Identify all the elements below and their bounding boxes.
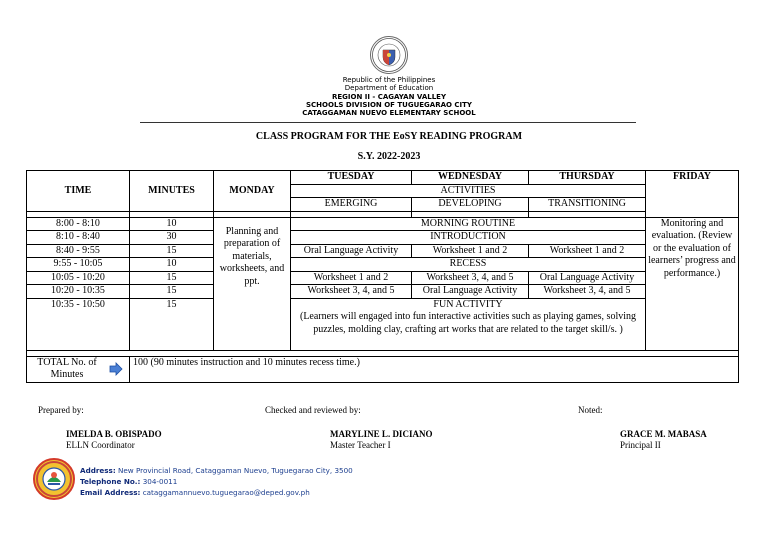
header-tuesday: TUESDAY [291,171,412,185]
school-year: S.Y. 2022-2023 [357,151,421,162]
minutes-cell: 30 [130,231,214,245]
checked-role: Master Teacher I [330,440,391,450]
noted-role: Principal II [620,440,661,450]
time-cell: 10:35 - 10:50 [27,298,130,350]
email-label: Email Address: [80,488,141,497]
total-label: TOTAL No. of Minutes [37,356,97,380]
table-row [27,298,739,350]
table-row [27,244,739,258]
time-cell: 8:00 - 8:10 [27,217,130,231]
fun-activity-cell [291,298,646,350]
wednesday-activity: Worksheet 1 and 2 [412,244,529,258]
thursday-activity: Worksheet 3, 4, and 5 [529,285,646,299]
morning-routine-cell: MORNING ROUTINE [291,217,646,231]
email-value[interactable]: cataggamannuevo.tuguegarao@deped.gov.ph [142,488,310,497]
wednesday-activity: Worksheet 3, 4, and 5 [412,271,529,285]
header-friday: FRIDAY [646,171,739,218]
recess-cell: RECESS [291,258,646,272]
total-value: 100 (90 minutes instruction and 10 minutes recess time.) [130,356,739,382]
time-cell: 8:40 - 9:55 [27,244,130,258]
header-time: TIME [27,171,130,212]
introduction-cell: INTRODUCTION [291,231,646,245]
address-label: Address: [80,466,116,475]
table-row [27,217,739,231]
document-title: CLASS PROGRAM FOR THE EoSY READING PROGRAM [255,131,523,142]
header-developing: DEVELOPING [412,198,529,212]
table-row [27,285,739,299]
right-arrow-icon [109,362,123,376]
fun-activity-description: (Learners will engaged into fun interactive activities such as playing games, solving puzzles, molding clay, crafting art works that are related to the target skill/s. ) [299,311,636,335]
total-label-cell [27,356,130,382]
friday-text: Monitoring and evaluation. (Review or the evaluation of learners’ progress and performance.) [648,217,736,279]
header-monday: MONDAY [214,171,291,212]
header-wednesday: WEDNESDAY [412,171,529,185]
prepared-by-label: Prepared by: [38,405,84,415]
fun-activity-title: FUN ACTIVITY [433,298,503,310]
tuesday-activity: Oral Language Activity [291,244,412,258]
telephone-value: 304-0011 [142,477,178,486]
wednesday-activity: Oral Language Activity [412,285,529,299]
noted-label: Noted: [578,405,603,415]
header-emerging: EMERGING [291,198,412,212]
friday-cell [646,217,739,350]
tuesday-activity: Worksheet 1 and 2 [291,271,412,285]
telephone-line [80,477,177,486]
thursday-activity: Oral Language Activity [529,271,646,285]
table-row [27,271,739,285]
prepared-name: IMELDA B. OBISPADO [66,429,162,439]
school-logo-icon [33,458,75,500]
minutes-cell: 15 [130,244,214,258]
address-value: New Provincial Road, Cataggaman Nuevo, Tuguegarao City, 3500 [118,466,353,475]
header-activities: ACTIVITIES [291,184,646,198]
header-thursday: THURSDAY [529,171,646,185]
header-minutes: MINUTES [130,171,214,212]
time-cell: 10:20 - 10:35 [27,285,130,299]
prepared-role: ELLN Coordinator [66,440,135,450]
deped-seal-icon [370,36,408,74]
table-row [27,231,739,245]
header-divider [140,122,636,123]
minutes-cell: 15 [130,298,214,350]
division-text: SCHOOLS DIVISION OF TUGUEGARAO CITY [306,101,472,109]
republic-text: Republic of the Philippines [342,76,436,84]
address-line [80,466,353,475]
minutes-cell: 15 [130,271,214,285]
checked-name: MARYLINE L. DICIANO [330,429,433,439]
school-name: CATAGGAMAN NUEVO ELEMENTARY SCHOOL [302,109,476,117]
monday-cell [214,217,291,350]
minutes-cell: 15 [130,285,214,299]
tuesday-activity: Worksheet 3, 4, and 5 [291,285,412,299]
monday-text: Planning and preparation of materials, worksheets, and ppt. [219,225,285,287]
region-text: REGION II - CAGAYAN VALLEY [331,93,447,101]
telephone-label: Telephone No.: [80,477,141,486]
time-cell: 10:05 - 10:20 [27,271,130,285]
class-program-table [26,170,739,383]
table-row [27,258,739,272]
email-line [80,488,310,497]
minutes-cell: 10 [130,258,214,272]
minutes-cell: 10 [130,217,214,231]
time-cell: 9:55 - 10:05 [27,258,130,272]
thursday-activity: Worksheet 1 and 2 [529,244,646,258]
time-cell: 8:10 - 8:40 [27,231,130,245]
noted-name: GRACE M. MABASA [620,429,707,439]
department-text: Department of Education [344,84,434,92]
checked-by-label: Checked and reviewed by: [265,405,361,415]
header-transitioning: TRANSITIONING [529,198,646,212]
